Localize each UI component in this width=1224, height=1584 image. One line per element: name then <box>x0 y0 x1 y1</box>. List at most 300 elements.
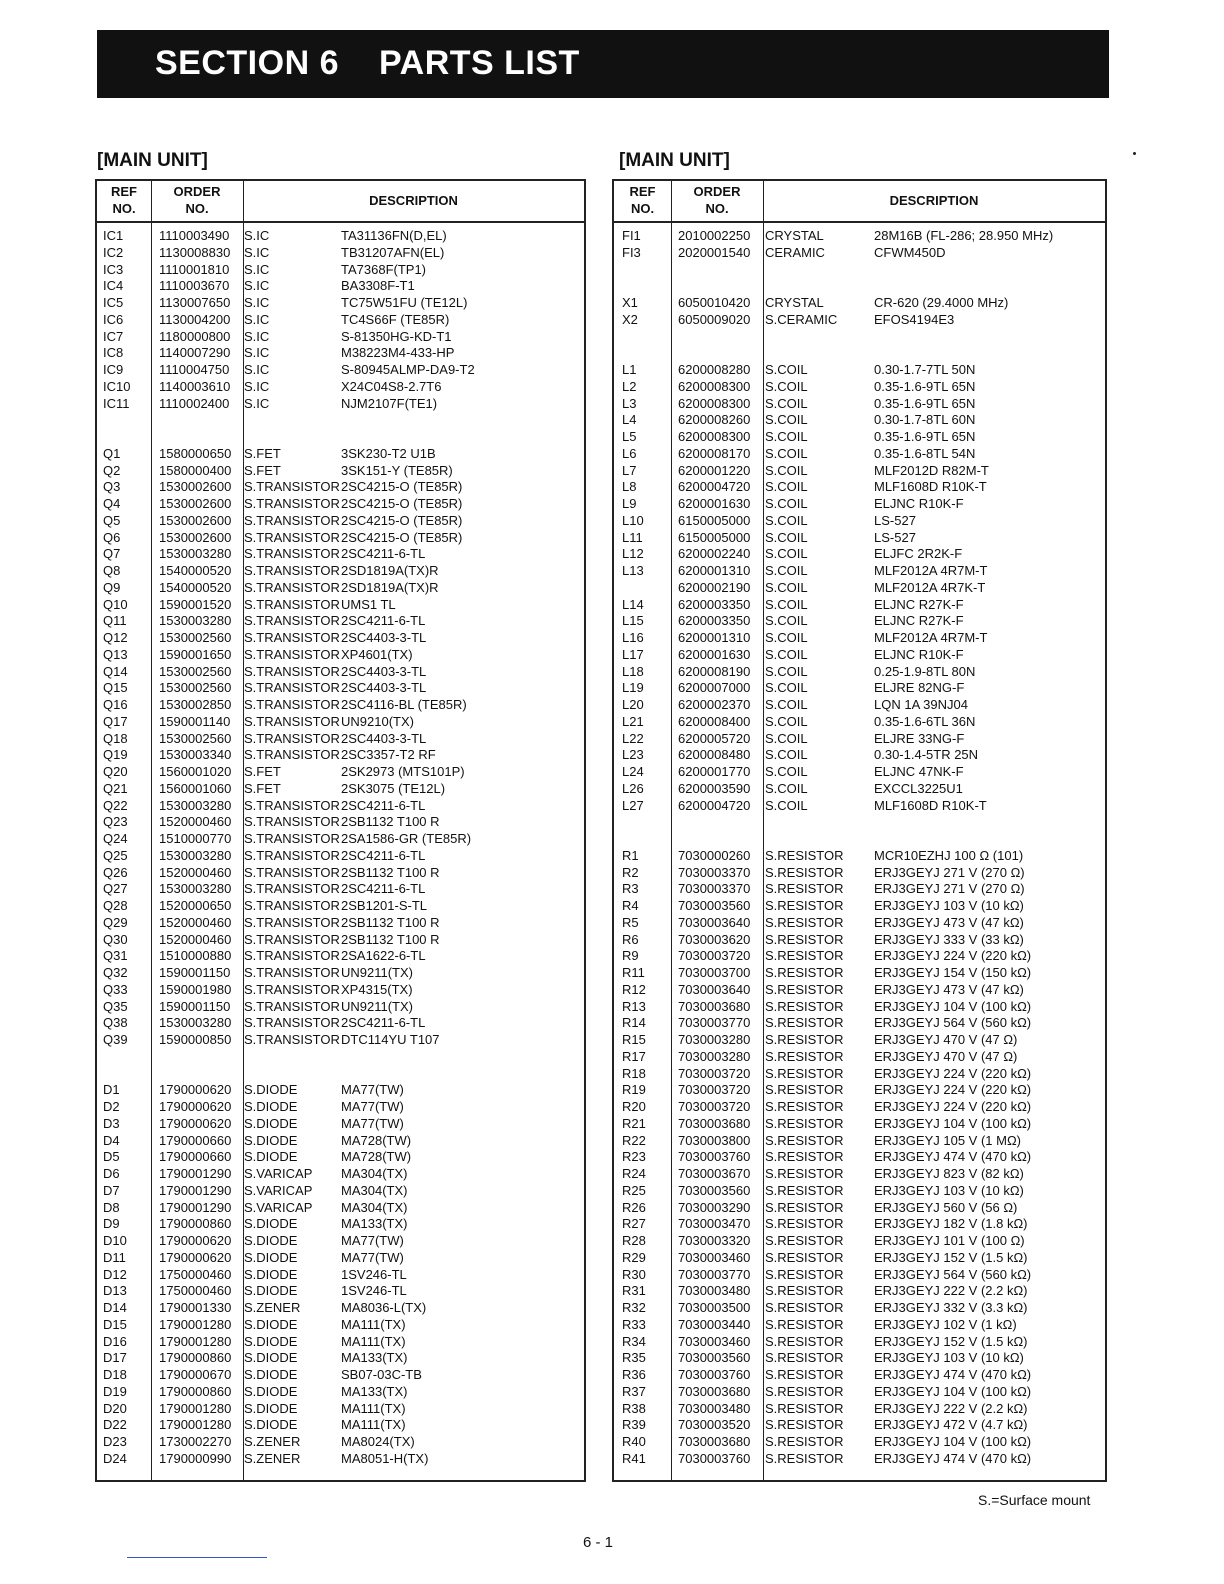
table-row <box>614 1250 1105 1267</box>
table-row <box>97 295 584 312</box>
part-type: S.TRANSISTOR <box>244 563 340 578</box>
part-type: S.TRANSISTOR <box>244 1032 340 1047</box>
part-number: MA133(TX) <box>341 1383 408 1399</box>
part-number: ERJ3GEYJ 470 V (47 Ω) <box>874 1048 1018 1064</box>
order-no: 1540000520 <box>159 579 232 595</box>
table-row <box>97 781 584 798</box>
part-type: S.RESISTOR <box>765 1216 844 1232</box>
order-no: 7030003770 <box>678 1266 751 1282</box>
order-no: 6200008190 <box>678 663 751 679</box>
ref-no: R2 <box>622 864 639 880</box>
part-number: ERJ3GEYJ 154 V (150 kΩ) <box>874 965 1032 980</box>
part-type: S.TRANSISTOR <box>244 579 340 595</box>
part-number: 2SC4215-O (TE85R) <box>341 512 463 528</box>
order-no: 1590001980 <box>159 981 232 997</box>
part-number: ERJ3GEYJ 222 V (2.2 kΩ) <box>874 1283 1028 1299</box>
table-row <box>97 680 584 697</box>
part-type: S.COIL <box>765 613 808 629</box>
part-type: S.COIL <box>765 512 808 528</box>
table-row <box>97 1367 584 1384</box>
part-number: ERJ3GEYJ 104 V (100 kΩ) <box>874 1383 1032 1399</box>
order-no: 1530002600 <box>159 529 232 545</box>
part-type: S.TRANSISTOR <box>244 479 340 495</box>
table-row <box>614 831 1105 848</box>
table-row <box>614 781 1105 798</box>
order-no: 7030003720 <box>678 1082 751 1098</box>
table-row <box>614 362 1105 379</box>
table-row <box>614 563 1105 580</box>
ref-no: R3 <box>622 881 639 897</box>
ref-no: R14 <box>622 1015 646 1031</box>
order-no: 1790001290 <box>159 1182 232 1198</box>
part-type: S.TRANSISTOR <box>244 663 340 679</box>
order-no: 7030003700 <box>678 965 751 980</box>
ref-no: D16 <box>103 1333 127 1349</box>
order-no: 7030003520 <box>678 1417 751 1433</box>
order-no: 6200001310 <box>678 630 751 645</box>
ref-no: L13 <box>622 563 644 578</box>
order-no: 1530002560 <box>159 680 232 696</box>
part-number: 2SB1132 T100 R <box>341 914 440 930</box>
table-row <box>97 948 584 965</box>
part-type: S.TRANSISTOR <box>244 596 340 612</box>
table-row <box>614 228 1105 245</box>
left-table-header <box>97 181 584 223</box>
part-type: S.COIL <box>765 663 808 679</box>
part-number: MA304(TX) <box>341 1199 408 1215</box>
ref-no: L19 <box>622 680 644 696</box>
part-type: S.TRANSISTOR <box>244 730 340 746</box>
ref-no: D4 <box>103 1132 120 1148</box>
table-row <box>614 915 1105 932</box>
part-type: S.COIL <box>765 596 808 612</box>
section-title: PARTS LIST <box>379 44 580 82</box>
order-no: 7030003370 <box>678 864 751 880</box>
order-no: 1590001650 <box>159 646 232 662</box>
order-no: 1790000990 <box>159 1450 232 1466</box>
ref-no: D12 <box>103 1266 127 1282</box>
table-row <box>614 999 1105 1016</box>
table-row <box>97 1401 584 1418</box>
ref-no: Q7 <box>103 546 121 562</box>
table-row <box>97 999 584 1016</box>
part-type: S.VARICAP <box>244 1199 313 1215</box>
order-no: 1530002560 <box>159 663 232 679</box>
ref-no: X1 <box>622 295 638 310</box>
order-no: 7030003680 <box>678 1383 751 1399</box>
part-number: 2SC4403-3-TL <box>341 680 427 696</box>
part-number: ERJ3GEYJ 103 V (10 kΩ) <box>874 1350 1024 1366</box>
part-type: S.DIODE <box>244 1333 298 1349</box>
margin-rule <box>127 1557 267 1558</box>
ref-no: Q9 <box>103 579 121 595</box>
ref-no: R26 <box>622 1199 646 1215</box>
part-type: S.IC <box>244 395 270 411</box>
part-type: S.TRANSISTOR <box>244 697 340 712</box>
part-type: S.COIL <box>765 429 808 444</box>
order-no: 6200001770 <box>678 764 751 779</box>
part-type: S.RESISTOR <box>765 981 844 997</box>
part-type: S.TRANSISTOR <box>244 948 340 964</box>
part-type: S.COIL <box>765 797 808 813</box>
ref-no: L6 <box>622 445 637 461</box>
table-row <box>97 412 584 429</box>
order-no: 6200003350 <box>678 596 751 612</box>
table-row <box>97 747 584 764</box>
part-number: ERJ3GEYJ 271 V (270 Ω) <box>874 864 1025 880</box>
part-type: S.COIL <box>765 496 808 511</box>
ref-no: IC1 <box>103 228 124 243</box>
ref-no: Q23 <box>103 814 128 830</box>
order-no: 1590001520 <box>159 596 232 612</box>
table-row <box>97 664 584 681</box>
part-number: 2SB1132 T100 R <box>341 864 440 880</box>
order-no: 1790001280 <box>159 1316 232 1332</box>
part-type: S.RESISTOR <box>765 1015 844 1031</box>
table-row <box>614 1032 1105 1049</box>
part-number: 2SA1586-GR (TE85R) <box>341 831 472 846</box>
order-no: 1790001280 <box>159 1333 232 1349</box>
table-row <box>97 1133 584 1150</box>
table-row <box>614 898 1105 915</box>
part-type: S.COIL <box>765 713 808 729</box>
table-row <box>97 1267 584 1284</box>
ref-no: Q4 <box>103 496 121 511</box>
part-number: 2SK3075 (TE12L) <box>341 780 446 796</box>
order-no: 6200008170 <box>678 445 751 461</box>
table-row <box>97 965 584 982</box>
ref-no: Q16 <box>103 697 128 712</box>
order-no: 7030003320 <box>678 1233 751 1248</box>
part-type: S.DIODE <box>244 1383 298 1399</box>
table-row <box>614 530 1105 547</box>
table-row <box>614 479 1105 496</box>
part-number: ERJ3GEYJ 224 V (220 kΩ) <box>874 1082 1032 1098</box>
ref-no: L24 <box>622 764 644 779</box>
ref-no: R9 <box>622 948 639 964</box>
order-no: 1530002600 <box>159 512 232 528</box>
part-type: S.IC <box>244 345 270 361</box>
part-number: DTC114YU T107 <box>341 1032 440 1047</box>
part-type: S.COIL <box>765 764 808 779</box>
part-type: S.COIL <box>765 412 808 428</box>
part-type: S.RESISTOR <box>765 1249 844 1265</box>
part-type: S.TRANSISTOR <box>244 797 340 813</box>
part-type: S.TRANSISTOR <box>244 847 340 863</box>
order-no: 7030003500 <box>678 1300 751 1315</box>
ref-no: L20 <box>622 697 644 712</box>
table-row <box>97 1049 584 1066</box>
order-no: 1530002600 <box>159 479 232 495</box>
order-no: 6200001310 <box>678 563 751 578</box>
part-type: S.COIL <box>765 546 808 562</box>
part-number: EFOS4194E3 <box>874 311 955 327</box>
order-no: 7030003470 <box>678 1216 751 1232</box>
part-number: 2SC4215-O (TE85R) <box>341 529 463 545</box>
ref-no: IC2 <box>103 244 124 260</box>
order-no: 7030003560 <box>678 1350 751 1366</box>
part-number: 2SC4403-3-TL <box>341 630 427 645</box>
surface-mount-note: S.=Surface mount <box>978 1492 1091 1508</box>
part-number: EXCCL3225U1 <box>874 780 963 796</box>
table-row <box>97 580 584 597</box>
order-no: 1520000460 <box>159 814 232 830</box>
table-row <box>614 1133 1105 1150</box>
order-no: 7030003440 <box>678 1316 751 1332</box>
table-row <box>614 747 1105 764</box>
table-row <box>97 865 584 882</box>
table-row <box>614 647 1105 664</box>
ref-no: X2 <box>622 311 638 327</box>
part-number: MLF2012D R82M-T <box>874 462 989 478</box>
table-row <box>97 396 584 413</box>
order-no: 6050009020 <box>678 311 751 327</box>
table-row <box>614 848 1105 865</box>
part-type: S.COIL <box>765 730 808 746</box>
part-number: 0.35-1.6-9TL 65N <box>874 395 976 411</box>
table-row <box>614 597 1105 614</box>
part-number: NJM2107F(TE1) <box>341 395 438 411</box>
part-number: 0.30-1.4-5TR 25N <box>874 747 979 763</box>
table-row <box>97 1099 584 1116</box>
part-number: 0.35-1.6-6TL 36N <box>874 713 976 729</box>
part-type: S.RESISTOR <box>765 1266 844 1282</box>
ref-no: Q17 <box>103 713 128 729</box>
part-number: TA31136FN(D,EL) <box>341 228 447 243</box>
ref-no: L3 <box>622 395 637 411</box>
order-no: 2020001540 <box>678 244 751 260</box>
order-no: 1110004750 <box>159 362 230 377</box>
part-number: ERJ3GEYJ 224 V (220 kΩ) <box>874 1099 1032 1114</box>
part-number: 2SC4116-BL (TE85R) <box>341 697 467 712</box>
table-row <box>614 329 1105 346</box>
table-row <box>614 714 1105 731</box>
part-number: 2SC4211-6-TL <box>341 1015 426 1031</box>
part-number: ERJ3GEYJ 472 V (4.7 kΩ) <box>874 1417 1028 1433</box>
order-no: 7030003720 <box>678 1065 751 1081</box>
part-type: S.DIODE <box>244 1283 298 1299</box>
order-no: 7030003670 <box>678 1166 751 1181</box>
ref-no: L26 <box>622 780 644 796</box>
part-type: S.COIL <box>765 479 808 495</box>
ref-no: L10 <box>622 512 644 528</box>
part-number: ERJ3GEYJ 474 V (470 kΩ) <box>874 1367 1032 1382</box>
part-type: S.DIODE <box>244 1400 298 1416</box>
part-type: S.FET <box>244 764 281 779</box>
order-no: 1110003670 <box>159 278 230 294</box>
part-type: S.RESISTOR <box>765 1233 844 1248</box>
ref-no: Q26 <box>103 864 128 880</box>
part-number: ERJ3GEYJ 823 V (82 kΩ) <box>874 1166 1024 1181</box>
part-number: LQN 1A 39NJ04 <box>874 697 968 712</box>
part-number: 1SV246-TL <box>341 1283 407 1299</box>
ref-no: R39 <box>622 1417 646 1433</box>
order-no: 6200003350 <box>678 613 751 629</box>
table-row <box>97 1350 584 1367</box>
part-number: ERJ3GEYJ 104 V (100 kΩ) <box>874 1115 1032 1131</box>
ref-no: R35 <box>622 1350 646 1366</box>
table-row <box>97 831 584 848</box>
order-no: 1790000620 <box>159 1099 232 1114</box>
part-type: S.TRANSISTOR <box>244 864 340 880</box>
table-row <box>614 412 1105 429</box>
part-type: S.DIODE <box>244 1115 298 1131</box>
table-row <box>614 664 1105 681</box>
ref-no: L9 <box>622 496 637 511</box>
ref-no: R13 <box>622 998 646 1014</box>
table-row <box>614 1183 1105 1200</box>
order-no: 7030003560 <box>678 898 751 913</box>
part-type: S.COIL <box>765 630 808 645</box>
table-row <box>97 1216 584 1233</box>
table-row <box>97 563 584 580</box>
table-row <box>614 1334 1105 1351</box>
table-row <box>97 1166 584 1183</box>
order-no: 1790000620 <box>159 1233 232 1248</box>
part-number: ERJ3GEYJ 152 V (1.5 kΩ) <box>874 1333 1028 1349</box>
table-row <box>614 1049 1105 1066</box>
part-number: S-81350HG-KD-T1 <box>341 328 452 344</box>
ref-no: Q33 <box>103 981 128 997</box>
order-no: 7030003770 <box>678 1015 751 1031</box>
part-number: 2SC4215-O (TE85R) <box>341 496 463 511</box>
order-no: 1530003280 <box>159 613 232 629</box>
ref-no: IC5 <box>103 295 124 310</box>
part-number: ERJ3GEYJ 102 V (1 kΩ) <box>874 1316 1017 1332</box>
table-row <box>614 680 1105 697</box>
part-number: MLF2012A 4R7K-T <box>874 579 986 595</box>
table-row <box>97 345 584 362</box>
part-type: S.RESISTOR <box>765 881 844 897</box>
table-row <box>614 865 1105 882</box>
table-row <box>614 697 1105 714</box>
table-row <box>614 1283 1105 1300</box>
part-type: S.RESISTOR <box>765 1367 844 1382</box>
order-no: 7030003640 <box>678 981 751 997</box>
part-type: S.COIL <box>765 697 808 712</box>
order-no: 7030003680 <box>678 1434 751 1449</box>
table-row <box>97 915 584 932</box>
part-number: ERJ3GEYJ 470 V (47 Ω) <box>874 1032 1018 1047</box>
order-no: 7030003560 <box>678 1182 751 1198</box>
table-row <box>614 814 1105 831</box>
ref-no: IC6 <box>103 311 124 327</box>
part-number: ERJ3GEYJ 105 V (1 MΩ) <box>874 1132 1021 1148</box>
part-number: MA304(TX) <box>341 1166 408 1181</box>
part-type: S.RESISTOR <box>765 1149 844 1165</box>
table-row <box>614 630 1105 647</box>
part-type: S.IC <box>244 295 270 310</box>
part-type: S.RESISTOR <box>765 1032 844 1047</box>
order-no: 1750000460 <box>159 1283 232 1299</box>
part-number: MA111(TX) <box>341 1417 406 1433</box>
part-number: 2SC4403-3-TL <box>341 663 427 679</box>
table-row <box>614 1300 1105 1317</box>
ref-no: D11 <box>103 1249 126 1265</box>
order-no: 1110003490 <box>159 228 230 243</box>
order-no: 6200004720 <box>678 797 751 813</box>
order-no: 1530003280 <box>159 847 232 863</box>
table-row <box>97 1283 584 1300</box>
table-row <box>614 1451 1105 1468</box>
part-number: X24C04S8-2.7T6 <box>341 378 442 394</box>
order-no: 1530002850 <box>159 697 232 712</box>
order-no: 1790000620 <box>159 1249 232 1265</box>
part-type: S.TRANSISTOR <box>244 965 340 980</box>
ref-no: R17 <box>622 1048 646 1064</box>
order-no: 1530003280 <box>159 1015 232 1031</box>
table-row <box>614 1434 1105 1451</box>
part-type: S.RESISTOR <box>765 898 844 913</box>
ref-no: D3 <box>103 1115 120 1131</box>
table-row <box>97 446 584 463</box>
right-header-description: DESCRIPTION <box>889 193 979 208</box>
part-number: XP4601(TX) <box>341 646 413 662</box>
order-no: 7030000260 <box>678 847 751 863</box>
part-number: ELJNC R27K-F <box>874 613 964 629</box>
order-no: 6200008400 <box>678 713 751 729</box>
part-type: S.COIL <box>765 529 808 545</box>
ref-no: L8 <box>622 479 637 495</box>
ref-no: L5 <box>622 429 637 444</box>
part-type: S.IC <box>244 244 270 260</box>
ref-no: Q12 <box>103 630 128 645</box>
part-type: S.TRANSISTOR <box>244 646 340 662</box>
table-row <box>97 848 584 865</box>
part-type: CERAMIC <box>765 244 825 260</box>
part-number: MA133(TX) <box>341 1216 408 1232</box>
part-number: ERJ3GEYJ 474 V (470 kΩ) <box>874 1149 1032 1165</box>
part-type: S.RESISTOR <box>765 948 844 964</box>
part-type: S.TRANSISTOR <box>244 881 340 897</box>
part-number: 0.30-1.7-8TL 60N <box>874 412 976 428</box>
ref-no: Q38 <box>103 1015 128 1031</box>
part-type: S.TRANSISTOR <box>244 546 340 562</box>
order-no: 7030003760 <box>678 1367 751 1382</box>
table-row <box>97 814 584 831</box>
part-number: MA111(TX) <box>341 1316 406 1332</box>
ref-no: FI1 <box>622 228 641 243</box>
ref-no: L23 <box>622 747 644 763</box>
part-type: S.FET <box>244 445 281 461</box>
part-number: MLF1608D R10K-T <box>874 797 987 813</box>
part-number: S-80945ALMP-DA9-T2 <box>341 362 475 377</box>
left-header-order: ORDER NO. <box>173 184 221 216</box>
table-row <box>614 245 1105 262</box>
part-type: S.DIODE <box>244 1132 298 1148</box>
part-number: ERJ3GEYJ 103 V (10 kΩ) <box>874 1182 1024 1198</box>
part-type: S.RESISTOR <box>765 1048 844 1064</box>
part-type: S.TRANSISTOR <box>244 831 340 846</box>
part-number: ELJNC R10K-F <box>874 496 964 511</box>
ref-no: D2 <box>103 1099 120 1114</box>
order-no: 1790000860 <box>159 1350 232 1366</box>
part-number: 2SB1201-S-TL <box>341 898 427 913</box>
part-number: MLF2012A 4R7M-T <box>874 630 988 645</box>
part-type: S.RESISTOR <box>765 1450 844 1466</box>
ref-no: D24 <box>103 1450 127 1466</box>
table-row <box>97 982 584 999</box>
ref-no: Q32 <box>103 965 128 980</box>
left-unit-title: [MAIN UNIT] <box>97 150 208 171</box>
part-type: S.VARICAP <box>244 1166 313 1181</box>
ref-no: R20 <box>622 1099 646 1114</box>
part-number: 0.35-1.6-8TL 54N <box>874 445 976 461</box>
part-type: S.TRANSISTOR <box>244 814 340 830</box>
part-number: ELJNC R10K-F <box>874 646 964 662</box>
part-type: S.RESISTOR <box>765 1082 844 1098</box>
table-row <box>614 345 1105 362</box>
